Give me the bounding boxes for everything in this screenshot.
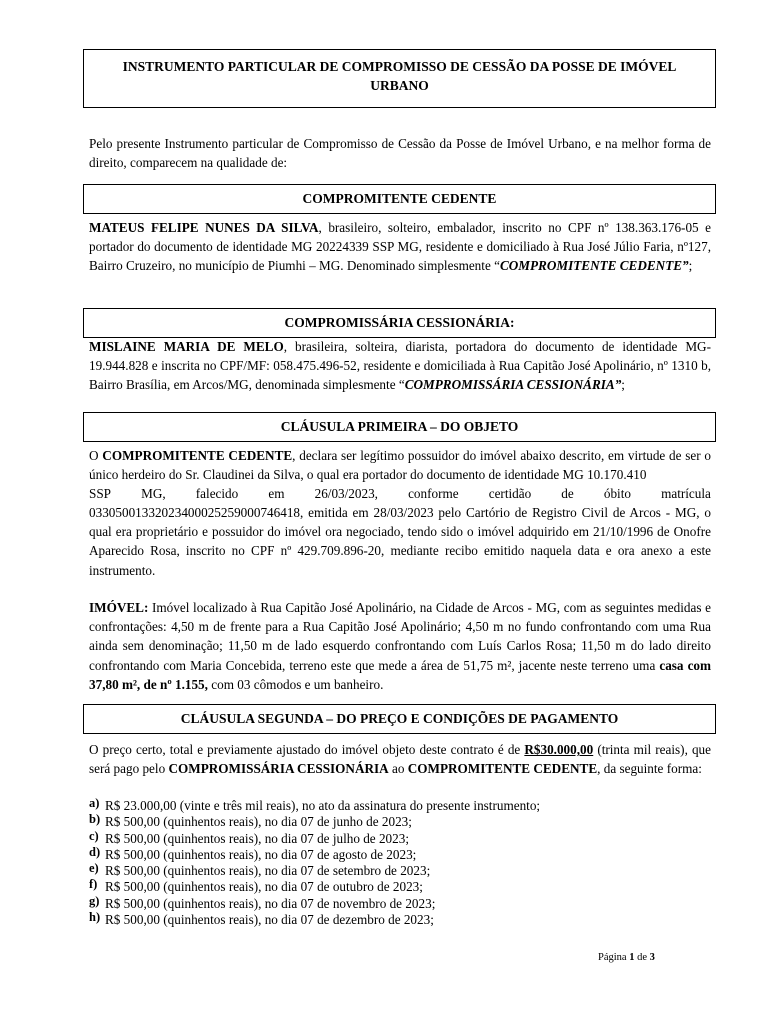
cedente-paragraph xyxy=(89,218,711,276)
payment-item-text: R$ 500,00 (quinhentos reais), no dia 07 de outubro de 2023; xyxy=(105,879,423,895)
cedente-name: MATEUS FELIPE NUNES DA SILVA xyxy=(89,220,319,235)
payment-item xyxy=(89,912,711,928)
spread-word: em xyxy=(268,486,285,501)
payment-item-text: R$ 500,00 (quinhentos reais), no dia 07 de dezembro de 2023; xyxy=(105,912,434,928)
payment-item-marker: h) xyxy=(89,910,101,925)
intro-paragraph: Pelo presente Instrumento particular de Compromisso de Cessão da Posse de Imóvel Urbano, e na melhor forma de direito, comparecem na qualidade de: xyxy=(89,136,711,171)
imovel-end: com 03 cômodos e um banheiro. xyxy=(207,676,384,692)
payment-item-marker: d) xyxy=(89,844,101,859)
spread-word: conforme xyxy=(408,486,459,501)
payment-item-marker: e) xyxy=(89,861,99,876)
clausula2-party2: COMPROMITENTE CEDENTE xyxy=(407,761,598,777)
spread-word: de xyxy=(561,486,574,501)
payment-item xyxy=(89,879,711,895)
payment-item xyxy=(89,828,711,847)
imovel-label: IMÓVEL: xyxy=(89,600,149,615)
cedente-text: , brasileiro, solteiro, embalador, inscrito no CPF nº 138.363.176-05 e portador do documento de identidade MG 20224339 SSP MG, residente e domiciliado à Rua José Júlio Faria, nº127, Bairro Cruzeiro, no município de Piumhi – MG. Denominado simplesmente “ xyxy=(89,220,711,274)
clausula2-party1: COMPROMISSÁRIA CESSIONÁRIA xyxy=(168,761,389,777)
payment-item-marker: b) xyxy=(89,812,101,827)
payment-item xyxy=(89,863,711,879)
cessionaria-paragraph xyxy=(89,337,711,395)
section-heading-clausula-primeira: CLÁUSULA PRIMEIRA – DO OBJETO xyxy=(83,412,716,442)
footer-mid: de xyxy=(634,952,650,963)
payment-item-marker: a) xyxy=(89,796,100,810)
imovel-text: Imóvel localizado à Rua Capitão José Apolinário, na Cidade de Arcos - MG, com as seguintes medidas e confrontações: 4,50 m de frente para a Rua Capitão José Apolinário; 4,50 m no fundo confrontando com uma Rua ainda sem denominação; 11,50 m de lado esquerdo confrontando com Luís Carlos Rosa; 11,50 m do lado direito confrontando com Maria Concebida, terreno este que mede a área de 51,75 m², jacente neste terreno uma xyxy=(89,600,711,673)
cessionaria-name: MISLAINE MARIA DE MELO xyxy=(89,339,284,354)
clausula1-bold: COMPROMITENTE CEDENTE xyxy=(102,448,293,463)
clausula1-line1-rest: , declara ser legítimo possuidor do imóvel abaixo descrito, em virtude de ser o único herdeiro do Sr. Claudinei da Silva, o qual era portador do documento de identidade MG 10.170.410 xyxy=(89,448,711,483)
cessionaria-designation: COMPROMISSÁRIA CESSIONÁRIA” xyxy=(404,377,622,393)
payment-item-text: R$ 500,00 (quinhentos reais), no dia 07 de novembro de 2023; xyxy=(105,895,436,911)
payment-item-text: R$ 500,00 (quinhentos reais), no dia 07 de agosto de 2023; xyxy=(105,846,417,862)
footer-page: 1 xyxy=(629,952,635,963)
section-heading-clausula-segunda: CLÁUSULA SEGUNDA – DO PREÇO E CONDIÇÕES DE PAGAMENTO xyxy=(83,704,716,734)
payment-item-text: R$ 500,00 (quinhentos reais), no dia 07 de setembro de 2023; xyxy=(105,863,431,879)
page-footer xyxy=(598,952,655,963)
clausula1-pre: O xyxy=(89,448,103,463)
payment-item xyxy=(89,814,711,830)
document-title: INSTRUMENTO PARTICULAR DE COMPROMISSO DE CESSÃO DA POSSE DE IMÓVEL URBANO xyxy=(83,49,716,108)
clausula2-pre: O preço certo, total e previamente ajustado do imóvel objeto deste contrato é de xyxy=(89,742,525,757)
spread-word: MG, xyxy=(141,486,166,501)
payment-item xyxy=(89,893,711,912)
clausula1-paragraph-1-rest: 03305001332023400025259000746418, emitida em 28/03/2023 pelo Cartório de Registro Civil de Arcos - MG, o qual era proprietário e possuidor do imóvel ora negociado, tendo sido o imóvel adquirido em 21/10/1996 de Onofre Aparecido Rosa, inscrito no CPF nº 429.709.896-20, mediante recibo emitido naquela data e ora anexo a este instrumento. xyxy=(89,505,711,578)
section-heading-cedente: COMPROMITENTE CEDENTE xyxy=(83,184,716,214)
footer-total: 3 xyxy=(649,952,655,963)
payment-item-marker: g) xyxy=(89,893,100,908)
cedente-designation: COMPROMITENTE CEDENTE” xyxy=(499,258,689,274)
clausula2-mid2: ao xyxy=(388,761,408,777)
clausula2-paragraph xyxy=(89,740,711,778)
payment-item xyxy=(89,844,711,863)
clausula2-mid: (trinta mil reais), que será pago pelo xyxy=(89,742,711,777)
payment-item-marker: c) xyxy=(89,828,99,843)
spread-word: falecido xyxy=(195,486,239,501)
spread-word: certidão xyxy=(488,486,532,501)
cedente-end: ; xyxy=(688,258,693,274)
payment-item-text: R$ 23.000,00 (vinte e três mil reais), no ato da assinatura do presente instrumento; xyxy=(105,798,541,813)
payment-item-text: R$ 500,00 (quinhentos reais), no dia 07 de junho de 2023; xyxy=(105,814,412,830)
spread-word: SSP xyxy=(89,486,112,501)
imovel-bold: casa com 37,80 m², de nº 1.155, xyxy=(89,657,711,692)
section-heading-cessionaria: COMPROMISSÁRIA CESSIONÁRIA: xyxy=(83,308,716,338)
imovel-paragraph xyxy=(89,598,711,694)
payment-item xyxy=(89,798,711,814)
clausula1-spread-line xyxy=(89,484,711,503)
payment-item-marker: f) xyxy=(89,877,98,892)
spread-word: 26/03/2023, xyxy=(314,486,378,501)
spread-word: matrícula xyxy=(661,486,711,501)
spread-word: óbito xyxy=(603,486,631,501)
payment-item-text: R$ 500,00 (quinhentos reais), no dia 07 de julho de 2023; xyxy=(105,830,410,846)
cessionaria-end: ; xyxy=(621,377,625,393)
clausula1-paragraph-1 xyxy=(89,446,711,484)
clausula2-end: , da seguinte forma: xyxy=(597,761,702,777)
payment-list xyxy=(89,798,711,928)
cessionaria-text: , brasileira, solteira, diarista, portadora do documento de identidade MG-19.944.828 e inscrita no CPF/MF: 058.475.496-52, residente e domiciliada à Rua Capitão José Apolinário, nº 1310 b, Bairro Brasília, em Arcos/MG, denominada simplesmente “ xyxy=(89,339,711,393)
footer-pre: Página xyxy=(598,952,630,963)
price-value: R$30.000,00 xyxy=(524,742,594,757)
